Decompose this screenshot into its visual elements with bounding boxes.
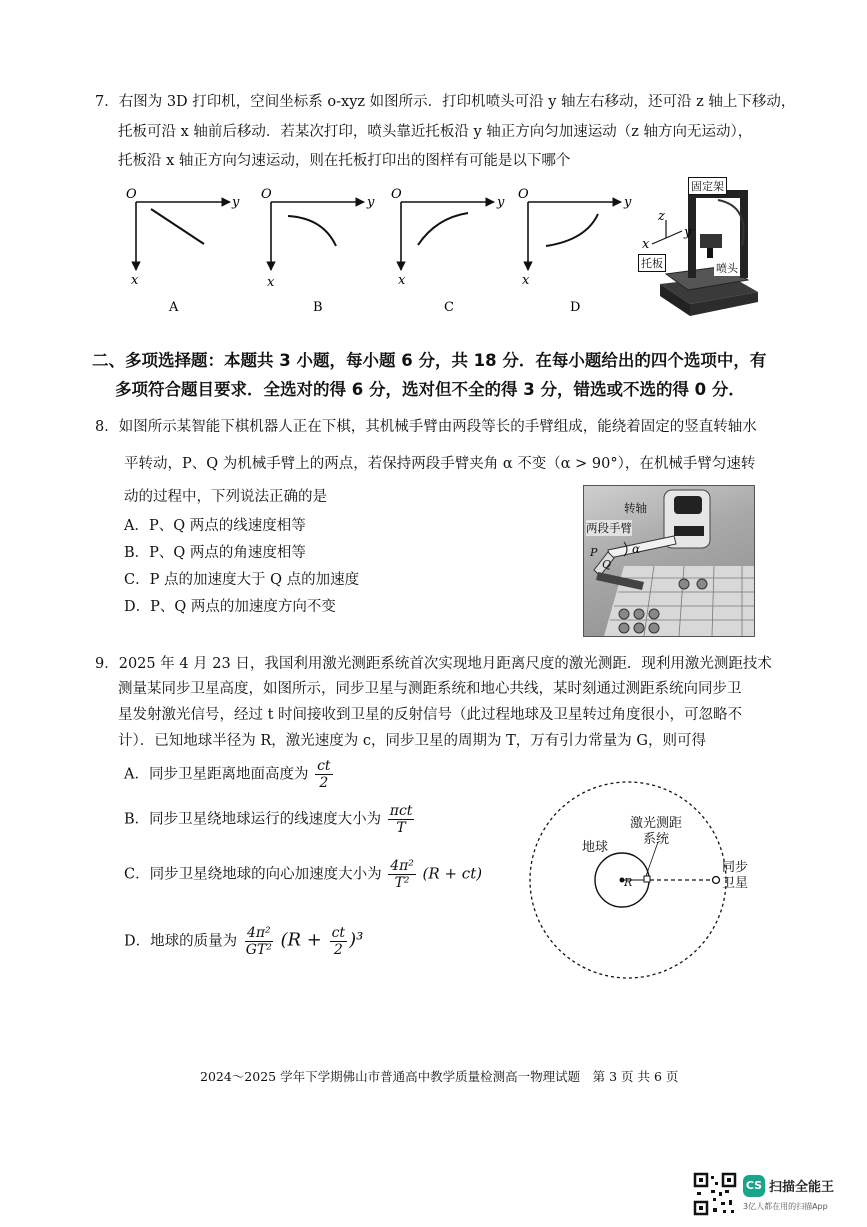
- label-laser-system-line1: 激光测距: [630, 816, 683, 831]
- frac-num: ct: [317, 758, 331, 774]
- q9-option-c-text: C．同步卫星绕地球的向心加速度大小为: [124, 866, 382, 883]
- section2-line-2: 多项符合题目要求．全选对的得 6 分，选对但不全的得 3 分，错选或不选的得 0 分．: [115, 380, 745, 399]
- graph-b-letter: B: [313, 300, 323, 315]
- graph-b-origin: O: [261, 187, 272, 202]
- q8-line-2: 平转动，P、Q 为机械手臂上的两点，若保持两段手臂夹角 α 不变（α > 90°），在机械手臂匀速转: [124, 456, 756, 472]
- q8-option-d: D．P、Q 两点的加速度方向不变: [124, 599, 336, 615]
- graph-c-x-label: x: [398, 273, 406, 288]
- q9-option-c-fraction: [388, 858, 416, 891]
- graph-a-origin: O: [126, 187, 137, 202]
- frac-den: 2: [333, 942, 343, 958]
- q9-option-a-fraction: [315, 758, 332, 791]
- page-footer: 2024～2025 学年下学期佛山市普通高中教学质量检测高一物理试题 第 3 页 共 6 页: [200, 1069, 679, 1084]
- q7-line-2: 托板可沿 x 轴前后移动．若某次打印，喷头靠近托板沿 y 轴正方向匀加速运动（z 轴方向无运动），: [118, 124, 753, 140]
- graph-a: [126, 187, 240, 315]
- q9-option-c: [124, 858, 482, 891]
- camscanner-logo-icon: CS: [743, 1175, 765, 1197]
- q9-line-3: 星发射激光信号，经过 t 时间接收到卫星的反射信号（此过程地球及卫星转过角度很小，可忽略不: [118, 707, 743, 723]
- graph-b: [261, 187, 375, 315]
- frac-num: 4π²: [390, 858, 414, 874]
- label-p: P: [590, 546, 598, 559]
- label-nozzle: 喷头: [716, 262, 738, 275]
- graph-d-origin: O: [518, 187, 529, 202]
- frac-den: T: [396, 820, 406, 836]
- graph-d-y-label: y: [624, 195, 632, 210]
- label-q: Q: [602, 558, 612, 571]
- graph-a-x-label: x: [131, 273, 139, 288]
- q9-option-d-tail-post: )³: [349, 929, 364, 951]
- q8-line-3: 动的过程中，下列说法正确的是: [124, 489, 327, 505]
- q7-line-1: 7．右图为 3D 打印机，空间坐标系 o-xyz 如图所示．打印机喷头可沿 y 轴左右移动，还可沿 z 轴上下移动，: [95, 94, 796, 110]
- 3d-printer-image: [630, 176, 770, 324]
- watermark-title: 扫描全能王: [769, 1180, 835, 1195]
- graph-a-letter: A: [169, 300, 179, 315]
- graph-b-y-label: y: [367, 195, 375, 210]
- label-alpha: α: [632, 542, 641, 556]
- label-laser-system: [630, 816, 682, 848]
- q9-option-d-inner-fraction: [330, 925, 347, 958]
- label-fixed-frame: 固定架: [688, 177, 727, 195]
- frac-den: T²: [394, 875, 410, 891]
- watermark-subtitle: 3亿人都在用的扫描App: [743, 1202, 828, 1211]
- graph-c-y-label: y: [497, 195, 505, 210]
- label-satellite-line1: 同步: [722, 860, 749, 875]
- graph-b-x-label: x: [267, 275, 275, 290]
- graph-d: [518, 187, 632, 315]
- graph-a-y-label: y: [232, 195, 240, 210]
- q9-option-b-fraction: [388, 803, 415, 836]
- printer-x-label: x: [642, 237, 650, 252]
- frac-den: 2: [319, 775, 329, 791]
- label-satellite: [722, 860, 748, 892]
- q9-option-d-tail-pre: (R +: [280, 929, 328, 951]
- qr-code-icon: [693, 1172, 737, 1216]
- q9-line-4: 计）．已知地球半径为 R，激光速度为 c，同步卫星的周期为 T，万有引力常量为 G，则可得: [118, 733, 706, 749]
- label-earth: 地球: [582, 840, 609, 855]
- graph-d-x-label: x: [522, 273, 530, 288]
- q9-option-a: [124, 758, 335, 791]
- frac-num: 4π²: [246, 925, 271, 941]
- q9-option-a-text: A．同步卫星距离地面高度为: [124, 766, 309, 783]
- graph-c: [391, 187, 505, 315]
- q9-option-b: [124, 803, 416, 836]
- q9-option-d-text: D．地球的质量为: [124, 933, 238, 950]
- graph-c-origin: O: [391, 187, 402, 202]
- frac-num: πct: [389, 803, 413, 819]
- q9-option-b-text: B．同步卫星绕地球运行的线速度大小为: [124, 811, 382, 828]
- graph-c-letter: C: [444, 300, 454, 315]
- printer-y-label: y: [684, 225, 692, 240]
- graph-d-letter: D: [570, 300, 581, 315]
- label-axis: 转轴: [624, 501, 647, 515]
- frac-num: ct: [331, 925, 346, 941]
- label-laser-system-line2: 系统: [643, 832, 670, 847]
- q7-graphs: [118, 180, 638, 320]
- label-radius: R: [624, 876, 633, 889]
- q9-line-1: 9．2025 年 4 月 23 日，我国利用激光测距系统首次实现地月距离尺度的激光测距．现利用激光测距技术: [95, 656, 772, 672]
- q8-option-a: A．P、Q 两点的线速度相等: [124, 518, 306, 534]
- satellite-diagram: [516, 780, 766, 980]
- printer-z-label: z: [658, 209, 665, 224]
- section2-line-1: 二、多项选择题：本题共 3 小题，每小题 6 分，共 18 分．在每小题给出的四个选项中，有: [92, 351, 767, 370]
- q8-line-1: 8．如图所示某智能下棋机器人正在下棋，其机械手臂由两段等长的手臂组成，能绕着固定的竖直转轴水: [95, 419, 757, 435]
- q7-line-3: 托板沿 x 轴正方向匀速运动，则在托板打印出的图样有可能是以下哪个: [118, 153, 571, 169]
- q9-option-c-tail: (R + ct): [422, 864, 483, 883]
- chess-robot-photo: [583, 485, 755, 637]
- label-satellite-line2: 卫星: [722, 876, 749, 891]
- q8-option-b: B．P、Q 两点的角速度相等: [124, 545, 306, 561]
- q8-option-c: C．P 点的加速度大于 Q 点的加速度: [124, 572, 360, 588]
- frac-den: GT²: [245, 942, 272, 958]
- label-plate: 托板: [638, 254, 666, 272]
- label-arm: 两段手臂: [586, 521, 632, 535]
- q9-option-d-fraction: [244, 925, 274, 958]
- q9-line-2: 测量某同步卫星高度，如图所示，同步卫星与测距系统和地心共线，某时刻通过测距系统向同步卫: [118, 681, 742, 697]
- q9-option-d: [124, 925, 363, 958]
